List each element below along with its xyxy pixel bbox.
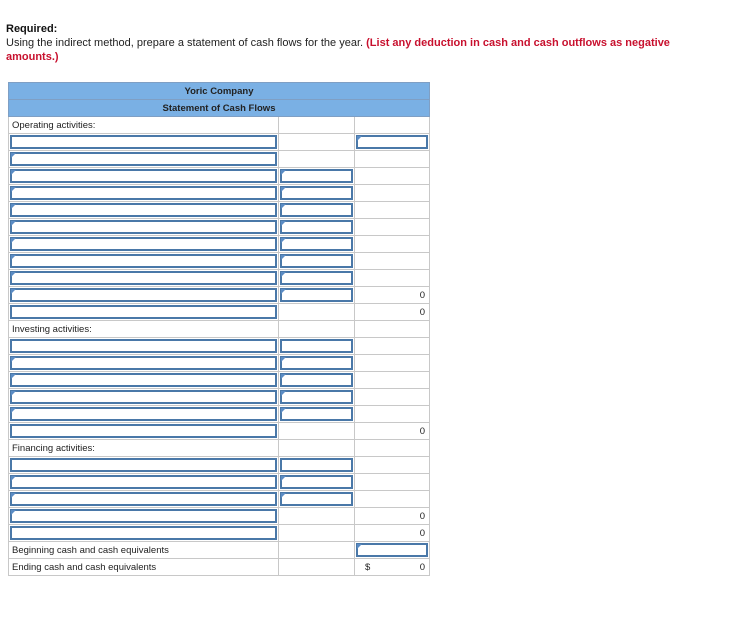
investing-description-input[interactable] xyxy=(10,373,277,387)
ending-cash-label: Ending cash and cash equivalents xyxy=(12,561,157,573)
investing-row xyxy=(9,338,430,355)
investing-amount-input[interactable] xyxy=(280,407,353,421)
investing-row xyxy=(9,372,430,389)
investing-amount-input[interactable] xyxy=(280,339,353,353)
investing-subtotal: 0 xyxy=(419,426,425,437)
investing-amount-input[interactable] xyxy=(280,373,353,387)
financing-row xyxy=(9,474,430,491)
ending-cash-currency: $ xyxy=(365,562,371,573)
operating-amount-input[interactable] xyxy=(280,271,353,285)
operating-amount-input[interactable] xyxy=(280,203,353,217)
operating-row xyxy=(9,151,430,168)
financing-amount-input[interactable] xyxy=(280,458,353,472)
investing-row xyxy=(9,406,430,423)
net-change-label-input[interactable] xyxy=(10,526,277,540)
financing-total-label-input[interactable] xyxy=(10,509,277,523)
operating-amount-input[interactable] xyxy=(280,169,353,183)
statement-title: Statement of Cash Flows xyxy=(9,100,430,117)
operating-amount-input[interactable] xyxy=(280,186,353,200)
financing-subtotal-2: 0 xyxy=(419,528,425,539)
operating-description-input[interactable] xyxy=(10,220,277,234)
beginning-cash-input[interactable] xyxy=(356,543,428,557)
operating-subtotal-2: 0 xyxy=(419,307,425,318)
investing-row xyxy=(9,389,430,406)
beginning-cash-row xyxy=(9,542,430,559)
investing-total-row xyxy=(9,423,430,440)
beginning-cash-label: Beginning cash and cash equivalents xyxy=(12,544,169,556)
required-instructions: Using the indirect method, prepare a statement of cash flows for the year. xyxy=(6,37,364,49)
financing-description-input[interactable] xyxy=(10,475,277,489)
operating-row xyxy=(9,202,430,219)
cash-flow-statement-table xyxy=(8,82,430,576)
operating-description-input[interactable] xyxy=(10,186,277,200)
investing-header-row xyxy=(9,321,430,338)
company-name: Yoric Company xyxy=(9,83,430,100)
operating-row xyxy=(9,253,430,270)
operating-amount-input[interactable] xyxy=(280,288,353,302)
financing-amount-input[interactable] xyxy=(280,475,353,489)
investing-amount-input[interactable] xyxy=(280,356,353,370)
financing-description-input[interactable] xyxy=(10,458,277,472)
operating-description-input[interactable] xyxy=(10,169,277,183)
operating-total-label-input[interactable] xyxy=(10,305,277,319)
investing-amount-input[interactable] xyxy=(280,390,353,404)
financing-row xyxy=(9,491,430,508)
financing-amount-input[interactable] xyxy=(280,492,353,506)
financing-subtotal-1: 0 xyxy=(419,511,425,522)
investing-row xyxy=(9,355,430,372)
net-change-row xyxy=(9,525,430,542)
investing-activities-label: Investing activities: xyxy=(12,323,92,335)
financing-total-row xyxy=(9,508,430,525)
required-heading: Required: xyxy=(6,23,58,35)
operating-description-input[interactable] xyxy=(10,152,277,166)
operating-description-input[interactable] xyxy=(10,135,277,149)
operating-amount-input[interactable] xyxy=(280,237,353,251)
operating-row xyxy=(9,270,430,287)
operating-description-input[interactable] xyxy=(10,271,277,285)
operating-description-input[interactable] xyxy=(10,288,277,302)
investing-description-input[interactable] xyxy=(10,407,277,421)
operating-description-input[interactable] xyxy=(10,237,277,251)
operating-subtotal-1: 0 xyxy=(419,290,425,301)
ending-cash-value: 0 xyxy=(419,562,425,573)
operating-row xyxy=(9,185,430,202)
financing-description-input[interactable] xyxy=(10,492,277,506)
ending-cash-row xyxy=(9,559,430,576)
investing-description-input[interactable] xyxy=(10,390,277,404)
financing-header-row xyxy=(9,440,430,457)
financing-activities-label: Financing activities: xyxy=(12,442,95,454)
requirements-text xyxy=(6,22,721,64)
operating-row xyxy=(9,168,430,185)
operating-row xyxy=(9,287,430,304)
operating-row xyxy=(9,236,430,253)
operating-activities-label: Operating activities: xyxy=(12,119,96,131)
financing-row xyxy=(9,457,430,474)
operating-amount-input[interactable] xyxy=(280,254,353,268)
operating-description-input[interactable] xyxy=(10,203,277,217)
investing-description-input[interactable] xyxy=(10,339,277,353)
investing-description-input[interactable] xyxy=(10,356,277,370)
operating-total-row xyxy=(9,304,430,321)
operating-row xyxy=(9,219,430,236)
operating-description-input[interactable] xyxy=(10,254,277,268)
operating-row xyxy=(9,134,430,151)
operating-amount-input[interactable] xyxy=(280,220,353,234)
operating-header-row xyxy=(9,117,430,134)
investing-total-label-input[interactable] xyxy=(10,424,277,438)
net-income-amount-input[interactable] xyxy=(356,135,428,149)
required-emphasis: (List any deduction in cash and cash outflows as negative amounts.) xyxy=(6,37,670,63)
